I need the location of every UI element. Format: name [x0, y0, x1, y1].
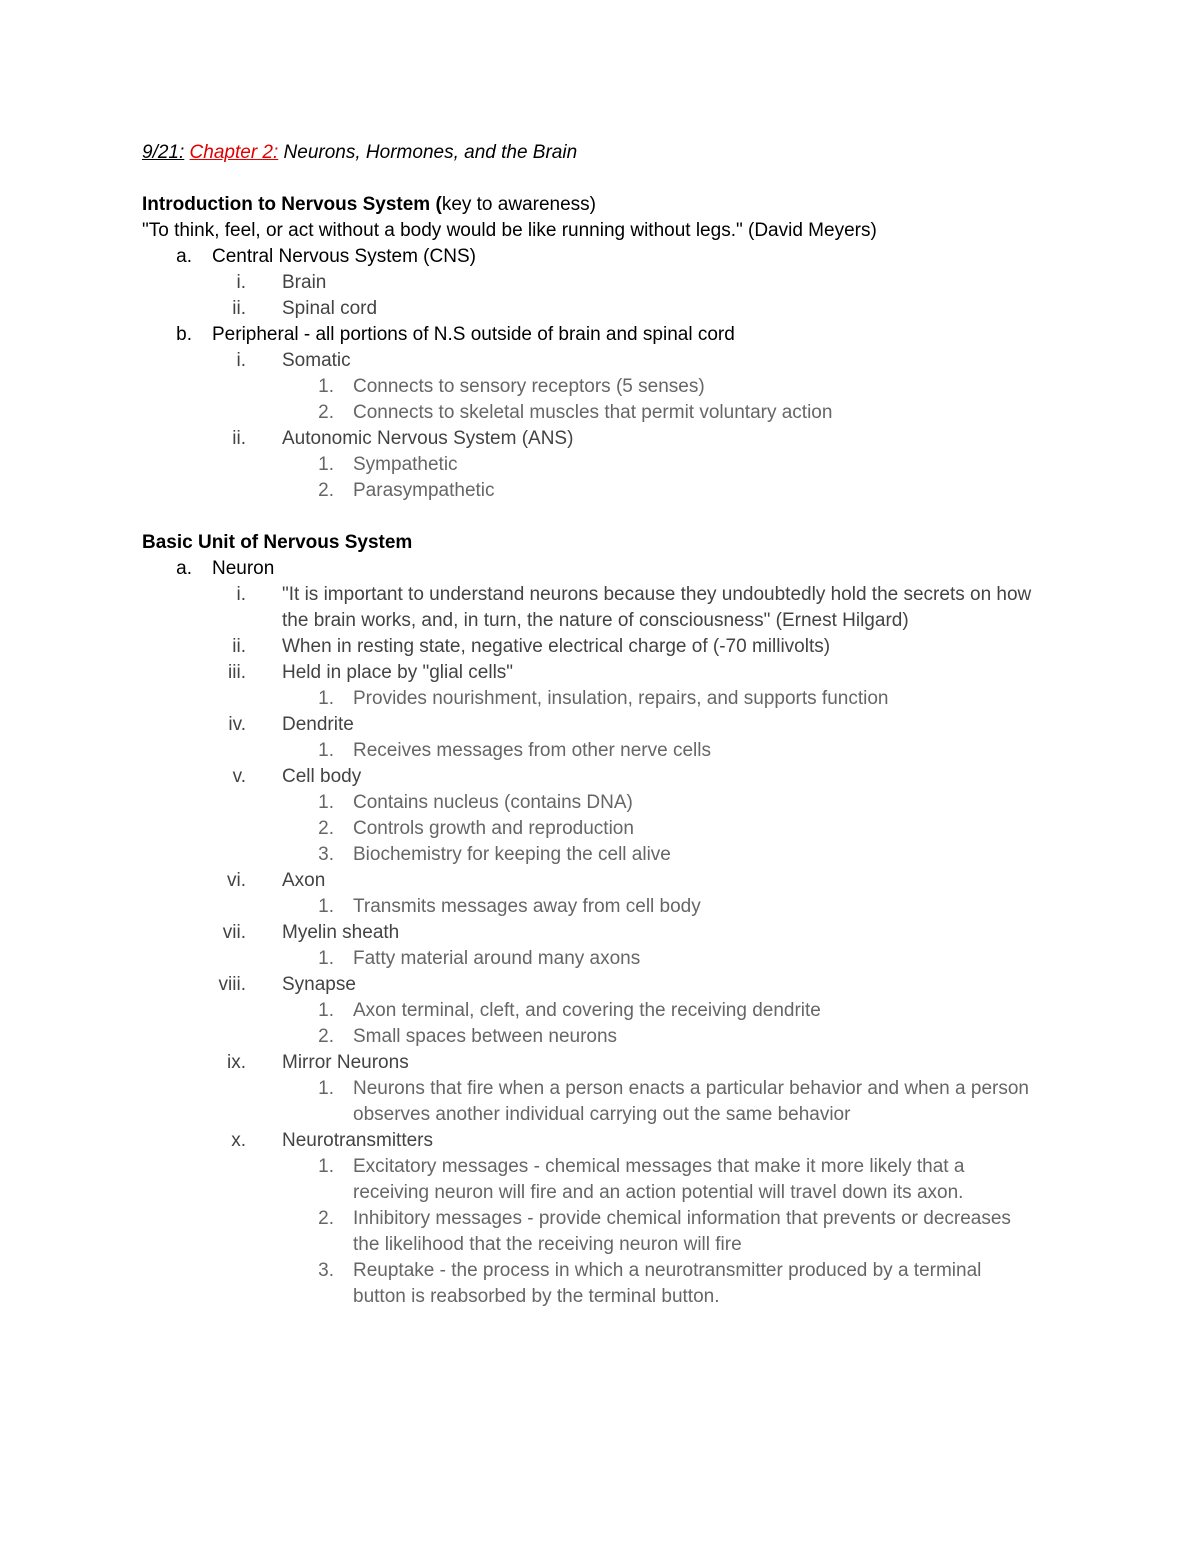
list-marker: v.: [232, 766, 246, 787]
list-item: Receives messages from other nerve cells: [353, 740, 711, 761]
list-item: Contains nucleus (contains DNA): [353, 792, 633, 813]
intro-heading-rest: key to awareness): [441, 194, 596, 215]
list-item-continuation: the likelihood that the receiving neuron will fire: [353, 1234, 742, 1255]
list-marker: ii.: [232, 428, 246, 449]
list-item-continuation: receiving neuron will fire and an action potential will travel down its axon.: [353, 1182, 964, 1203]
chapter-title: Neurons, Hormones, and the Brain: [278, 142, 578, 163]
list-marker: vi.: [227, 870, 246, 891]
list-item: Neuron: [212, 558, 275, 579]
list-marker: viii.: [218, 974, 246, 995]
list-marker: 1.: [318, 1000, 334, 1021]
chapter-label: Chapter 2:: [189, 142, 279, 163]
list-item: Provides nourishment, insulation, repairs, and supports function: [353, 688, 889, 709]
intro-heading: [142, 192, 596, 218]
list-item: Somatic: [282, 350, 351, 371]
page-title: [142, 140, 577, 166]
list-marker: 2.: [318, 1026, 334, 1047]
list-item: Synapse: [282, 974, 356, 995]
list-item: Brain: [282, 272, 327, 293]
list-marker: 3.: [318, 1260, 334, 1281]
list-marker: 1.: [318, 454, 334, 475]
intro-heading-bold: Introduction to Nervous System (: [142, 194, 442, 215]
list-marker: 2.: [318, 1208, 334, 1229]
list-marker: ii.: [232, 636, 246, 657]
list-item: When in resting state, negative electrical charge of (-70 millivolts): [282, 636, 831, 657]
list-item: Peripheral - all portions of N.S outside of brain and spinal cord: [212, 324, 735, 345]
list-item: Connects to sensory receptors (5 senses): [353, 376, 705, 397]
list-marker: 1.: [318, 376, 334, 397]
list-marker: 1.: [318, 896, 334, 917]
list-marker: a.: [176, 558, 192, 579]
intro-quote: "To think, feel, or act without a body would be like running without legs." (David Meyers): [142, 220, 877, 241]
list-marker: i.: [236, 350, 246, 371]
list-item: Controls growth and reproduction: [353, 818, 634, 839]
list-item-continuation: button is reabsorbed by the terminal button.: [353, 1286, 720, 1307]
list-marker: 2.: [318, 818, 334, 839]
list-item: Biochemistry for keeping the cell alive: [353, 844, 671, 865]
list-marker: 2.: [318, 402, 334, 423]
list-item: Dendrite: [282, 714, 354, 735]
list-marker: ii.: [232, 298, 246, 319]
list-item: Central Nervous System (CNS): [212, 246, 476, 267]
list-marker: a.: [176, 246, 192, 267]
list-item: Connects to skeletal muscles that permit voluntary action: [353, 402, 833, 423]
list-marker: i.: [236, 584, 246, 605]
list-item: Inhibitory messages - provide chemical information that prevents or decreases: [353, 1208, 1011, 1229]
list-item: Transmits messages away from cell body: [353, 896, 701, 917]
list-marker: 3.: [318, 844, 334, 865]
list-item: Axon: [282, 870, 326, 891]
list-item: Spinal cord: [282, 298, 378, 319]
list-marker: 1.: [318, 948, 334, 969]
list-item: Held in place by "glial cells": [282, 662, 514, 683]
list-marker: 1.: [318, 1156, 334, 1177]
list-item: Autonomic Nervous System (ANS): [282, 428, 574, 449]
list-marker: ix.: [227, 1052, 246, 1073]
list-item: Sympathetic: [353, 454, 458, 475]
list-item-continuation: observes another individual carrying out the same behavior: [353, 1104, 851, 1125]
list-item: Reuptake - the process in which a neurotransmitter produced by a terminal: [353, 1260, 982, 1281]
list-marker: x.: [231, 1130, 246, 1151]
list-item: Neurotransmitters: [282, 1130, 433, 1151]
list-item: Excitatory messages - chemical messages that make it more likely that a: [353, 1156, 965, 1177]
list-item: Neurons that fire when a person enacts a particular behavior and when a person: [353, 1078, 1029, 1099]
list-item-continuation: the brain works, and, in turn, the nature of consciousness" (Ernest Hilgard): [282, 610, 909, 631]
list-item: Axon terminal, cleft, and covering the receiving dendrite: [353, 1000, 821, 1021]
list-item: Fatty material around many axons: [353, 948, 641, 969]
list-marker: 1.: [318, 792, 334, 813]
list-marker: 1.: [318, 688, 334, 709]
list-item: Mirror Neurons: [282, 1052, 409, 1073]
list-marker: 2.: [318, 480, 334, 501]
list-marker: iii.: [228, 662, 246, 683]
list-marker: b.: [176, 324, 192, 345]
list-marker: i.: [236, 272, 246, 293]
list-marker: iv.: [228, 714, 246, 735]
date-label: 9/21:: [142, 142, 185, 163]
list-item: Parasympathetic: [353, 480, 495, 501]
list-marker: 1.: [318, 1078, 334, 1099]
list-marker: vii.: [222, 922, 246, 943]
list-item: Myelin sheath: [282, 922, 400, 943]
basic-heading: Basic Unit of Nervous System: [142, 532, 413, 553]
list-marker: 1.: [318, 740, 334, 761]
list-item: Small spaces between neurons: [353, 1026, 618, 1047]
list-item: Cell body: [282, 766, 362, 787]
list-item: "It is important to understand neurons because they undoubtedly hold the secrets on how: [282, 584, 1032, 605]
